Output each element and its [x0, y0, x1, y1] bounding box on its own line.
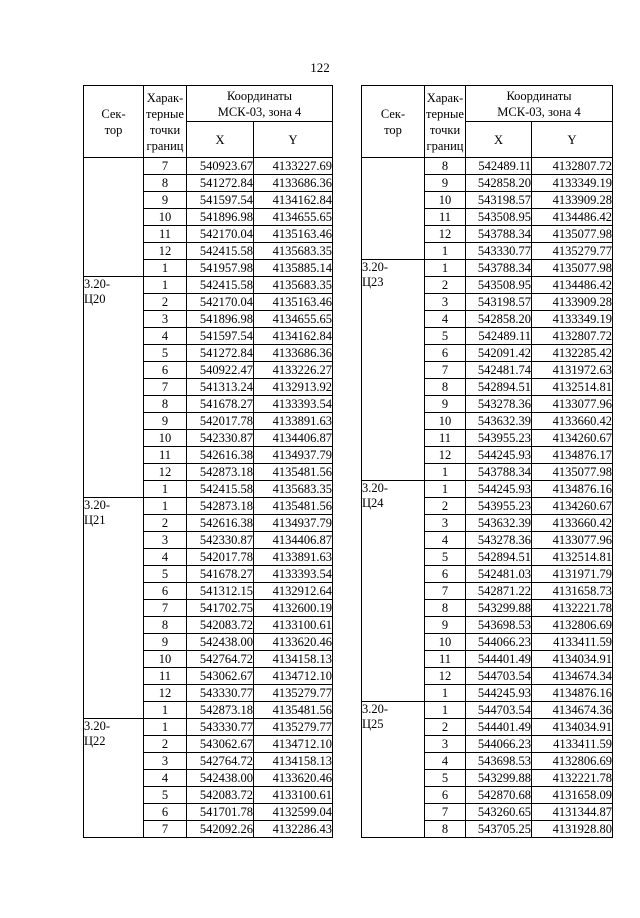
x-cell: 542415.58	[187, 481, 254, 498]
x-cell: 542764.72	[187, 753, 254, 770]
y-cell: 4135481.56	[254, 702, 333, 719]
y-cell: 4135077.98	[532, 226, 613, 243]
x-cell: 541597.54	[187, 192, 254, 209]
point-cell: 8	[144, 396, 187, 413]
point-cell: 11	[144, 226, 187, 243]
x-cell: 542873.18	[187, 702, 254, 719]
point-cell: 11	[425, 209, 466, 226]
point-cell: 11	[144, 668, 187, 685]
x-cell: 543698.53	[466, 617, 532, 634]
x-cell: 543632.39	[466, 413, 532, 430]
x-cell: 541313.24	[187, 379, 254, 396]
x-cell: 544401.49	[466, 719, 532, 736]
y-cell: 4133909.28	[532, 192, 613, 209]
y-cell: 4134486.42	[532, 209, 613, 226]
coordinates-table-left	[83, 85, 333, 838]
point-cell: 2	[144, 736, 187, 753]
y-cell: 4134162.84	[254, 328, 333, 345]
x-cell: 541896.98	[187, 311, 254, 328]
point-cell: 10	[144, 651, 187, 668]
y-cell: 4132913.92	[254, 379, 333, 396]
point-cell: 9	[144, 634, 187, 651]
x-cell: 544245.93	[466, 447, 532, 464]
point-cell: 7	[144, 379, 187, 396]
point-cell: 6	[144, 583, 187, 600]
table-row	[362, 702, 613, 719]
x-cell: 543299.88	[466, 770, 532, 787]
point-cell: 4	[144, 328, 187, 345]
table-row	[362, 260, 613, 277]
y-cell: 4135885.14	[254, 260, 333, 277]
x-cell: 542438.00	[187, 634, 254, 651]
point-cell: 10	[144, 430, 187, 447]
point-cell: 6	[425, 345, 466, 362]
y-cell: 4133909.28	[532, 294, 613, 311]
y-cell: 4131344.87	[532, 804, 613, 821]
y-cell: 4134655.65	[254, 209, 333, 226]
y-cell: 4135683.35	[254, 243, 333, 260]
y-cell: 4135481.56	[254, 498, 333, 515]
sector-cell: 3.20- Ц23	[362, 260, 425, 481]
y-cell: 4135163.46	[254, 294, 333, 311]
table-row	[84, 277, 333, 294]
x-cell: 543508.95	[466, 277, 532, 294]
y-cell: 4134486.42	[532, 277, 613, 294]
point-cell: 10	[425, 413, 466, 430]
y-cell: 4132221.78	[532, 600, 613, 617]
point-cell: 7	[425, 362, 466, 379]
y-cell: 4131658.73	[532, 583, 613, 600]
y-cell: 4131928.80	[532, 821, 613, 838]
y-cell: 4132806.69	[532, 617, 613, 634]
sector-cell: 3.20- Ц20	[84, 277, 144, 498]
point-cell: 9	[144, 192, 187, 209]
point-cell: 6	[144, 804, 187, 821]
y-cell: 4133227.69	[254, 158, 333, 175]
point-cell: 12	[144, 464, 187, 481]
x-cell: 542092.26	[187, 821, 254, 838]
y-cell: 4134406.87	[254, 532, 333, 549]
x-cell: 542083.72	[187, 787, 254, 804]
y-cell: 4133660.42	[532, 413, 613, 430]
x-cell: 542616.38	[187, 515, 254, 532]
x-cell: 542091.42	[466, 345, 532, 362]
x-cell: 542170.04	[187, 226, 254, 243]
point-cell: 1	[425, 702, 466, 719]
y-cell: 4133660.42	[532, 515, 613, 532]
x-cell: 543788.34	[466, 226, 532, 243]
x-cell: 543278.36	[466, 396, 532, 413]
y-cell: 4134674.36	[532, 702, 613, 719]
x-cell: 544401.49	[466, 651, 532, 668]
y-cell: 4134655.65	[254, 311, 333, 328]
point-cell: 4	[425, 532, 466, 549]
y-cell: 4132286.43	[254, 821, 333, 838]
point-cell: 10	[425, 192, 466, 209]
y-cell: 4133686.36	[254, 175, 333, 192]
y-cell: 4135163.46	[254, 226, 333, 243]
y-cell: 4133891.63	[254, 549, 333, 566]
x-cell: 542894.51	[466, 549, 532, 566]
coordinates-table-right	[361, 85, 613, 838]
point-cell: 4	[144, 549, 187, 566]
x-header: X	[466, 122, 532, 158]
y-cell: 4135279.77	[254, 685, 333, 702]
y-cell: 4132806.69	[532, 753, 613, 770]
x-cell: 542083.72	[187, 617, 254, 634]
x-cell: 541957.98	[187, 260, 254, 277]
x-cell: 544245.93	[466, 481, 532, 498]
y-cell: 4134034.91	[532, 719, 613, 736]
y-cell: 4133891.63	[254, 413, 333, 430]
x-cell: 542330.87	[187, 430, 254, 447]
x-cell: 542858.20	[466, 311, 532, 328]
point-cell: 8	[144, 617, 187, 634]
x-header: X	[187, 122, 254, 158]
y-cell: 4134034.91	[532, 651, 613, 668]
point-cell: 3	[144, 311, 187, 328]
y-cell: 4132600.19	[254, 600, 333, 617]
y-header: Y	[532, 122, 613, 158]
x-cell: 543788.34	[466, 260, 532, 277]
sector-header: Сек- тор	[84, 86, 144, 158]
y-cell: 4131972.63	[532, 362, 613, 379]
x-cell: 542330.87	[187, 532, 254, 549]
point-cell: 8	[425, 821, 466, 838]
x-cell: 542489.11	[466, 328, 532, 345]
y-cell: 4133411.59	[532, 634, 613, 651]
x-cell: 542481.03	[466, 566, 532, 583]
y-cell: 4134260.67	[532, 498, 613, 515]
point-cell: 12	[144, 685, 187, 702]
x-cell: 542415.58	[187, 277, 254, 294]
point-cell: 3	[144, 753, 187, 770]
y-cell: 4133393.54	[254, 396, 333, 413]
x-cell: 541702.75	[187, 600, 254, 617]
x-cell: 544703.54	[466, 702, 532, 719]
coords-header: Координаты МСК-03, зона 4	[466, 86, 613, 122]
point-cell: 5	[144, 566, 187, 583]
y-cell: 4134876.17	[532, 447, 613, 464]
point-cell: 7	[144, 600, 187, 617]
point-cell: 9	[425, 617, 466, 634]
point-cell: 12	[425, 447, 466, 464]
point-cell: 4	[144, 770, 187, 787]
x-cell: 542873.18	[187, 464, 254, 481]
y-cell: 4133686.36	[254, 345, 333, 362]
x-cell: 542438.00	[187, 770, 254, 787]
point-cell: 2	[425, 719, 466, 736]
point-cell: 10	[425, 634, 466, 651]
x-cell: 543698.53	[466, 753, 532, 770]
y-cell: 4135683.35	[254, 277, 333, 294]
x-cell: 543330.77	[466, 243, 532, 260]
table-row	[84, 498, 333, 515]
point-cell: 4	[425, 753, 466, 770]
x-cell: 542170.04	[187, 294, 254, 311]
point-cell: 7	[425, 804, 466, 821]
x-cell: 542489.11	[466, 158, 532, 175]
point-cell: 11	[144, 447, 187, 464]
y-header: Y	[254, 122, 333, 158]
sector-cell: 3.20- Ц22	[84, 719, 144, 838]
x-cell: 543330.77	[187, 719, 254, 736]
y-cell: 4131658.09	[532, 787, 613, 804]
point-cell: 9	[425, 396, 466, 413]
y-cell: 4135279.77	[254, 719, 333, 736]
x-cell: 544066.23	[466, 736, 532, 753]
x-cell: 543508.95	[466, 209, 532, 226]
x-cell: 541272.84	[187, 175, 254, 192]
sector-header: Сек- тор	[362, 86, 425, 158]
point-cell: 2	[425, 498, 466, 515]
point-cell: 8	[144, 175, 187, 192]
point-cell: 2	[425, 277, 466, 294]
y-cell: 4135481.56	[254, 464, 333, 481]
point-cell: 7	[425, 583, 466, 600]
point-cell: 7	[144, 158, 187, 175]
y-cell: 4132807.72	[532, 328, 613, 345]
table-row	[362, 158, 613, 175]
x-cell: 543788.34	[466, 464, 532, 481]
point-cell: 5	[425, 549, 466, 566]
sector-cell: 3.20- Ц25	[362, 702, 425, 838]
x-cell: 542017.78	[187, 549, 254, 566]
y-cell: 4132599.04	[254, 804, 333, 821]
point-cell: 3	[425, 515, 466, 532]
point-cell: 12	[425, 668, 466, 685]
point-cell: 12	[425, 226, 466, 243]
point-cell: 5	[425, 770, 466, 787]
x-cell: 541272.84	[187, 345, 254, 362]
x-cell: 540923.67	[187, 158, 254, 175]
y-cell: 4133620.46	[254, 770, 333, 787]
point-cell: 1	[425, 260, 466, 277]
y-cell: 4133077.96	[532, 532, 613, 549]
y-cell: 4133100.61	[254, 787, 333, 804]
y-cell: 4135077.98	[532, 464, 613, 481]
x-cell: 543705.25	[466, 821, 532, 838]
x-cell: 543198.57	[466, 192, 532, 209]
point-cell: 4	[425, 311, 466, 328]
point-cell: 11	[425, 651, 466, 668]
y-cell: 4134674.34	[532, 668, 613, 685]
x-cell: 543278.36	[466, 532, 532, 549]
x-cell: 541678.27	[187, 566, 254, 583]
y-cell: 4132912.64	[254, 583, 333, 600]
point-cell: 6	[425, 566, 466, 583]
point-cell: 1	[144, 498, 187, 515]
x-cell: 542871.22	[466, 583, 532, 600]
x-cell: 542017.78	[187, 413, 254, 430]
point-cell: 7	[144, 821, 187, 838]
y-cell: 4132514.81	[532, 379, 613, 396]
y-cell: 4132807.72	[532, 158, 613, 175]
point-cell: 6	[144, 362, 187, 379]
x-cell: 543330.77	[187, 685, 254, 702]
sector-cell: 3.20- Ц24	[362, 481, 425, 702]
x-cell: 541597.54	[187, 328, 254, 345]
x-cell: 544245.93	[466, 685, 532, 702]
x-cell: 542873.18	[187, 498, 254, 515]
point-cell: 8	[425, 379, 466, 396]
point-cell: 1	[425, 685, 466, 702]
points-header: Харак- терные точки границ	[144, 86, 187, 158]
x-cell: 542415.58	[187, 243, 254, 260]
y-cell: 4134162.84	[254, 192, 333, 209]
y-cell: 4133620.46	[254, 634, 333, 651]
point-cell: 12	[144, 243, 187, 260]
point-cell: 8	[425, 158, 466, 175]
x-cell: 543062.67	[187, 736, 254, 753]
x-cell: 543632.39	[466, 515, 532, 532]
sector-cell: 3.20- Ц21	[84, 498, 144, 719]
x-cell: 543198.57	[466, 294, 532, 311]
x-cell: 541701.78	[187, 804, 254, 821]
sector-cell	[362, 158, 425, 260]
point-cell: 1	[425, 464, 466, 481]
x-cell: 544066.23	[466, 634, 532, 651]
x-cell: 540922.47	[187, 362, 254, 379]
point-cell: 1	[144, 702, 187, 719]
x-cell: 542481.74	[466, 362, 532, 379]
x-cell: 543955.23	[466, 498, 532, 515]
y-cell: 4132514.81	[532, 549, 613, 566]
x-cell: 541678.27	[187, 396, 254, 413]
y-cell: 4132221.78	[532, 770, 613, 787]
y-cell: 4134406.87	[254, 430, 333, 447]
y-cell: 4134158.13	[254, 753, 333, 770]
y-cell: 4133393.54	[254, 566, 333, 583]
point-cell: 1	[144, 481, 187, 498]
point-cell: 5	[425, 328, 466, 345]
y-cell: 4134876.16	[532, 481, 613, 498]
y-cell: 4134937.79	[254, 515, 333, 532]
y-cell: 4134158.13	[254, 651, 333, 668]
x-cell: 542870.68	[466, 787, 532, 804]
y-cell: 4132285.42	[532, 345, 613, 362]
y-cell: 4134712.10	[254, 668, 333, 685]
y-cell: 4134260.67	[532, 430, 613, 447]
x-cell: 541896.98	[187, 209, 254, 226]
point-cell: 3	[425, 294, 466, 311]
points-header: Харак- терные точки границ	[425, 86, 466, 158]
y-cell: 4133349.19	[532, 175, 613, 192]
y-cell: 4134937.79	[254, 447, 333, 464]
page-number: 122	[310, 60, 330, 75]
point-cell: 1	[425, 481, 466, 498]
x-cell: 543299.88	[466, 600, 532, 617]
x-cell: 543260.65	[466, 804, 532, 821]
x-cell: 541312.15	[187, 583, 254, 600]
point-cell: 3	[144, 532, 187, 549]
table-row	[84, 158, 333, 175]
point-cell: 6	[425, 787, 466, 804]
y-cell: 4135279.77	[532, 243, 613, 260]
x-cell: 542764.72	[187, 651, 254, 668]
point-cell: 1	[144, 260, 187, 277]
point-cell: 1	[144, 277, 187, 294]
point-cell: 2	[144, 294, 187, 311]
y-cell: 4134876.16	[532, 685, 613, 702]
y-cell: 4135077.98	[532, 260, 613, 277]
point-cell: 9	[425, 175, 466, 192]
point-cell: 1	[425, 243, 466, 260]
x-cell: 542616.38	[187, 447, 254, 464]
x-cell: 544703.54	[466, 668, 532, 685]
point-cell: 5	[144, 787, 187, 804]
x-cell: 542858.20	[466, 175, 532, 192]
coords-header: Координаты МСК-03, зона 4	[187, 86, 333, 122]
sector-cell	[84, 158, 144, 277]
y-cell: 4133349.19	[532, 311, 613, 328]
y-cell: 4133077.96	[532, 396, 613, 413]
y-cell: 4133100.61	[254, 617, 333, 634]
y-cell: 4134712.10	[254, 736, 333, 753]
point-cell: 5	[144, 345, 187, 362]
table-row	[84, 719, 333, 736]
y-cell: 4135683.35	[254, 481, 333, 498]
y-cell: 4133226.27	[254, 362, 333, 379]
point-cell: 11	[425, 430, 466, 447]
x-cell: 542894.51	[466, 379, 532, 396]
point-cell: 2	[144, 515, 187, 532]
x-cell: 543062.67	[187, 668, 254, 685]
point-cell: 3	[425, 736, 466, 753]
y-cell: 4133411.59	[532, 736, 613, 753]
point-cell: 10	[144, 209, 187, 226]
point-cell: 8	[425, 600, 466, 617]
x-cell: 543955.23	[466, 430, 532, 447]
point-cell: 1	[144, 719, 187, 736]
point-cell: 9	[144, 413, 187, 430]
y-cell: 4131971.79	[532, 566, 613, 583]
table-row	[362, 481, 613, 498]
